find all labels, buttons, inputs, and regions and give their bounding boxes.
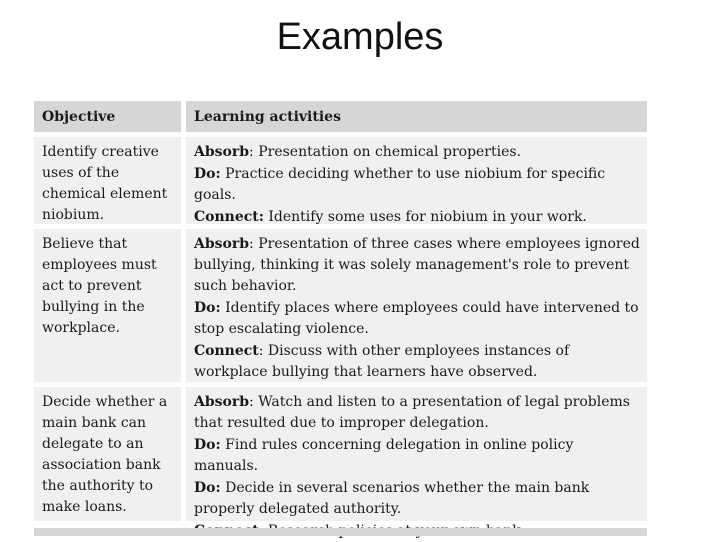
table-bottom-bar xyxy=(34,528,647,536)
activity-type: Absorb xyxy=(194,394,250,410)
activities-cell xyxy=(186,229,647,382)
activities-cell xyxy=(186,387,647,521)
activity-text: Discuss with other employees instances of workplace bullying that learners have observed. xyxy=(194,343,570,380)
objective-text: Decide whether a main bank can delegate to an association bank the authority to make loans. xyxy=(42,394,168,515)
learning-activities-table xyxy=(34,101,647,526)
activity-item xyxy=(194,164,641,206)
activities-cell xyxy=(186,137,647,224)
activity-text: Watch and listen to a presentation of legal problems that resulted due to improper delegation. xyxy=(194,394,630,431)
header-learning-activities: Learning activities xyxy=(186,101,647,132)
table-row xyxy=(34,137,647,224)
activity-item: Absorb: Presentation on chemical properties. xyxy=(194,144,522,160)
activity-type: Absorb xyxy=(194,236,250,252)
table-row xyxy=(34,387,647,521)
objective-cell xyxy=(34,137,181,224)
activity-text: Find rules concerning delegation in online policy manuals. xyxy=(194,437,574,474)
activity-text: Decide in several scenarios whether the main bank properly delegated authority. xyxy=(194,480,590,517)
activity-item xyxy=(194,435,641,477)
activity-text: Identify places where employees could have intervened to stop escalating violence. xyxy=(194,300,639,337)
slide-title: Examples xyxy=(276,16,444,58)
activity-item xyxy=(194,298,641,340)
activity-type: Do: xyxy=(194,166,221,182)
activity-item xyxy=(194,478,641,520)
activity-item: Absorb: Watch and listen to a presentation of legal problems that resulted due to improper delegation. xyxy=(194,394,630,431)
activity-type: Absorb xyxy=(194,144,250,160)
activity-item xyxy=(194,207,641,228)
activity-item: Connect: Discuss with other employees instances of workplace bullying that learners have observed. xyxy=(194,343,570,380)
activity-type: Connect: xyxy=(194,209,264,225)
activity-text: Identify some uses for niobium in your work. xyxy=(268,209,587,225)
header-objective: Objective xyxy=(34,101,181,132)
activity-type: Do: xyxy=(194,300,221,316)
table-row xyxy=(34,229,647,382)
objective-text: Identify creative uses of the chemical element niobium. xyxy=(42,144,168,223)
objective-cell xyxy=(34,387,181,521)
activity-item: Absorb: Presentation of three cases where employees ignored bullying, thinking it was solely management's role to prevent such behavior. xyxy=(194,236,640,294)
objective-text: Believe that employees must act to prevent bullying in the workplace. xyxy=(42,236,157,336)
activity-type: Do: xyxy=(194,437,221,453)
activity-text: Presentation on chemical properties. xyxy=(258,144,522,160)
activity-text: Presentation of three cases where employees ignored bullying, thinking it was solely management's role to prevent such behavior. xyxy=(194,236,640,294)
activity-type: Connect xyxy=(194,343,259,359)
activity-type: Do: xyxy=(194,480,221,496)
activity-text: Practice deciding whether to use niobium for specific goals. xyxy=(194,166,606,203)
objective-cell xyxy=(34,229,181,382)
table-header-row xyxy=(34,101,647,132)
